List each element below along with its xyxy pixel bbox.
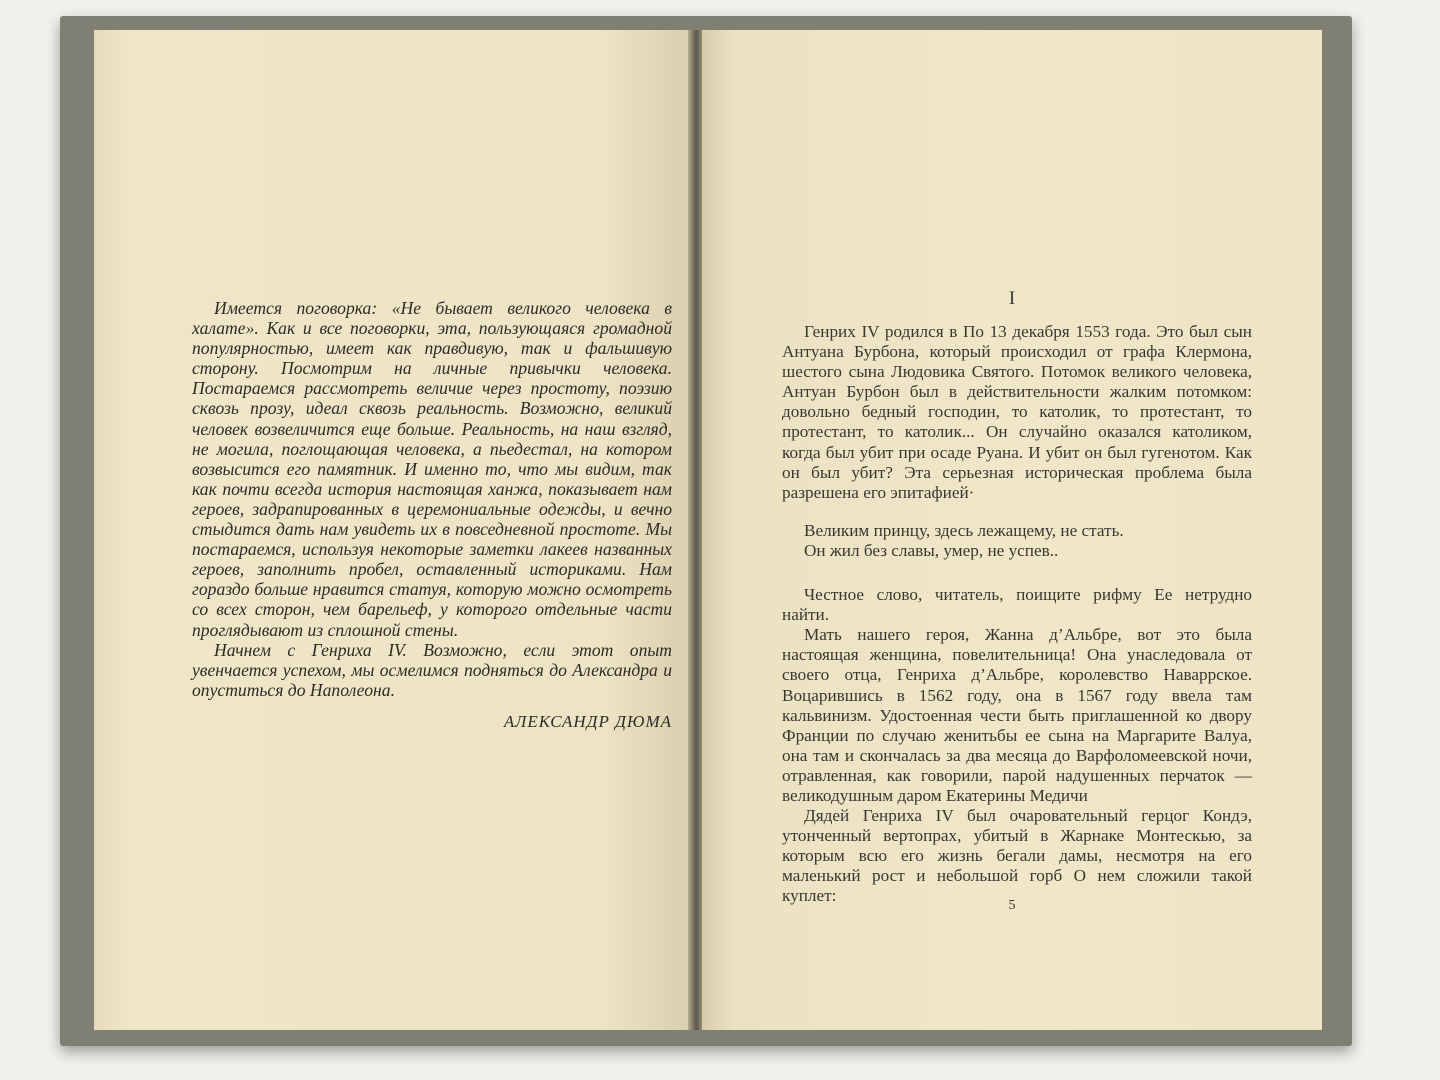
right-page bbox=[702, 30, 1322, 1030]
verse-line-2: Он жил без славы, умер, не успев.. bbox=[804, 540, 1059, 560]
body-paragraph-3: Мать нашего героя, Жанна д’Альбре, вот это была настоящая женщина, повелительница! Она унаследовала от своего отца, Генриха д’Альбре, королевство Наваррское. Воцарившись в 1562 году, она в 1567 году ввела там кальвинизм. Удостоенная чести быть приглашенной ко двору Франции по случаю женитьбы ее сына на Маргарите Валуа, она там и скончалась за два месяца до Варфоломеевской ночи, отравленная, как говорили, парой надушенных перчаток — великодушным даром Екатерины Медичи bbox=[782, 625, 1252, 805]
preface-paragraph-1: Имеется поговорка: «Не бывает великого человека в халате». Как и все поговорки, эта, пользующаяся громадной популярностью, имеет как правдивую, так и фальшивую сторону. Посмотрим на личные привычки человека. Постараемся рассмотреть величие через простоту, поэзию сквозь прозу, идеал сквозь реальность. Возможно, великий человек возвеличится еще больше. Реальность, на наш взгляд, не могила, поглощающая человека, а пьедестал, на котором возвысится его памятник. И именно то, что мы видим, так как почти всегда история настоящая ханжа, показывает нам героев, задрапированных в церемониальные одежды, и вечно стыдится дать нам увидеть их в повседневной простоте. Мы постараемся, используя некоторые заметки лакеев названных героев, заполнить пробел, оставленный историками. Нам гораздо больше нравится статуя, которую можно осмотреть со всех сторон, чем барельеф, у которого отдельные части проглядывают из сплошной стены. bbox=[192, 298, 672, 640]
body-paragraph-2: Честное слово, читатель, поищите рифму Ее нетрудно найти. bbox=[782, 585, 1252, 625]
left-page bbox=[94, 30, 692, 1030]
preface-text bbox=[192, 298, 672, 732]
book-spread bbox=[84, 30, 1334, 1030]
verse-line-1: Великим принцу, здесь лежащему, не стать. bbox=[804, 520, 1124, 540]
chapter-number: I bbox=[1008, 288, 1016, 309]
page-number: 5 bbox=[1008, 898, 1016, 913]
epitaph-verse bbox=[782, 521, 1252, 561]
body-paragraph-4: Дядей Генриха IV был очаровательный герцог Кондэ, утонченный вертопрах, убитый в Жарнаке Монтескью, за которым всю его жизнь бегали дамы, несмотря на его маленький рост и небольшой горб О нем сложили такой куплет: bbox=[782, 806, 1252, 906]
body-paragraph-1: Генрих IV родился в По 13 декабря 1553 года. Это был сын Антуана Бурбона, который происходил от графа Клермона, шестого сына Людовика Святого. Потомок великого человека, Антуан Бурбон был в действительности жалким потомком: довольно бедный господин, то католик, то протестант, то протестант, то католик... Он случайно оказался католиком, когда был убит при осаде Руана. И убит он был гугенотом. Как он был убит? Эта серьезная историческая проблема была разрешена его эпитафией· bbox=[782, 322, 1252, 502]
preface-paragraph-2: Начнем с Генриха IV. Возможно, если этот опыт увенчается успехом, мы осмелимся подняться до Александра и опуститься до Наполеона. bbox=[192, 639, 672, 700]
preface-author: АЛЕКСАНДР ДЮМА bbox=[503, 711, 672, 731]
chapter-body bbox=[782, 322, 1252, 907]
